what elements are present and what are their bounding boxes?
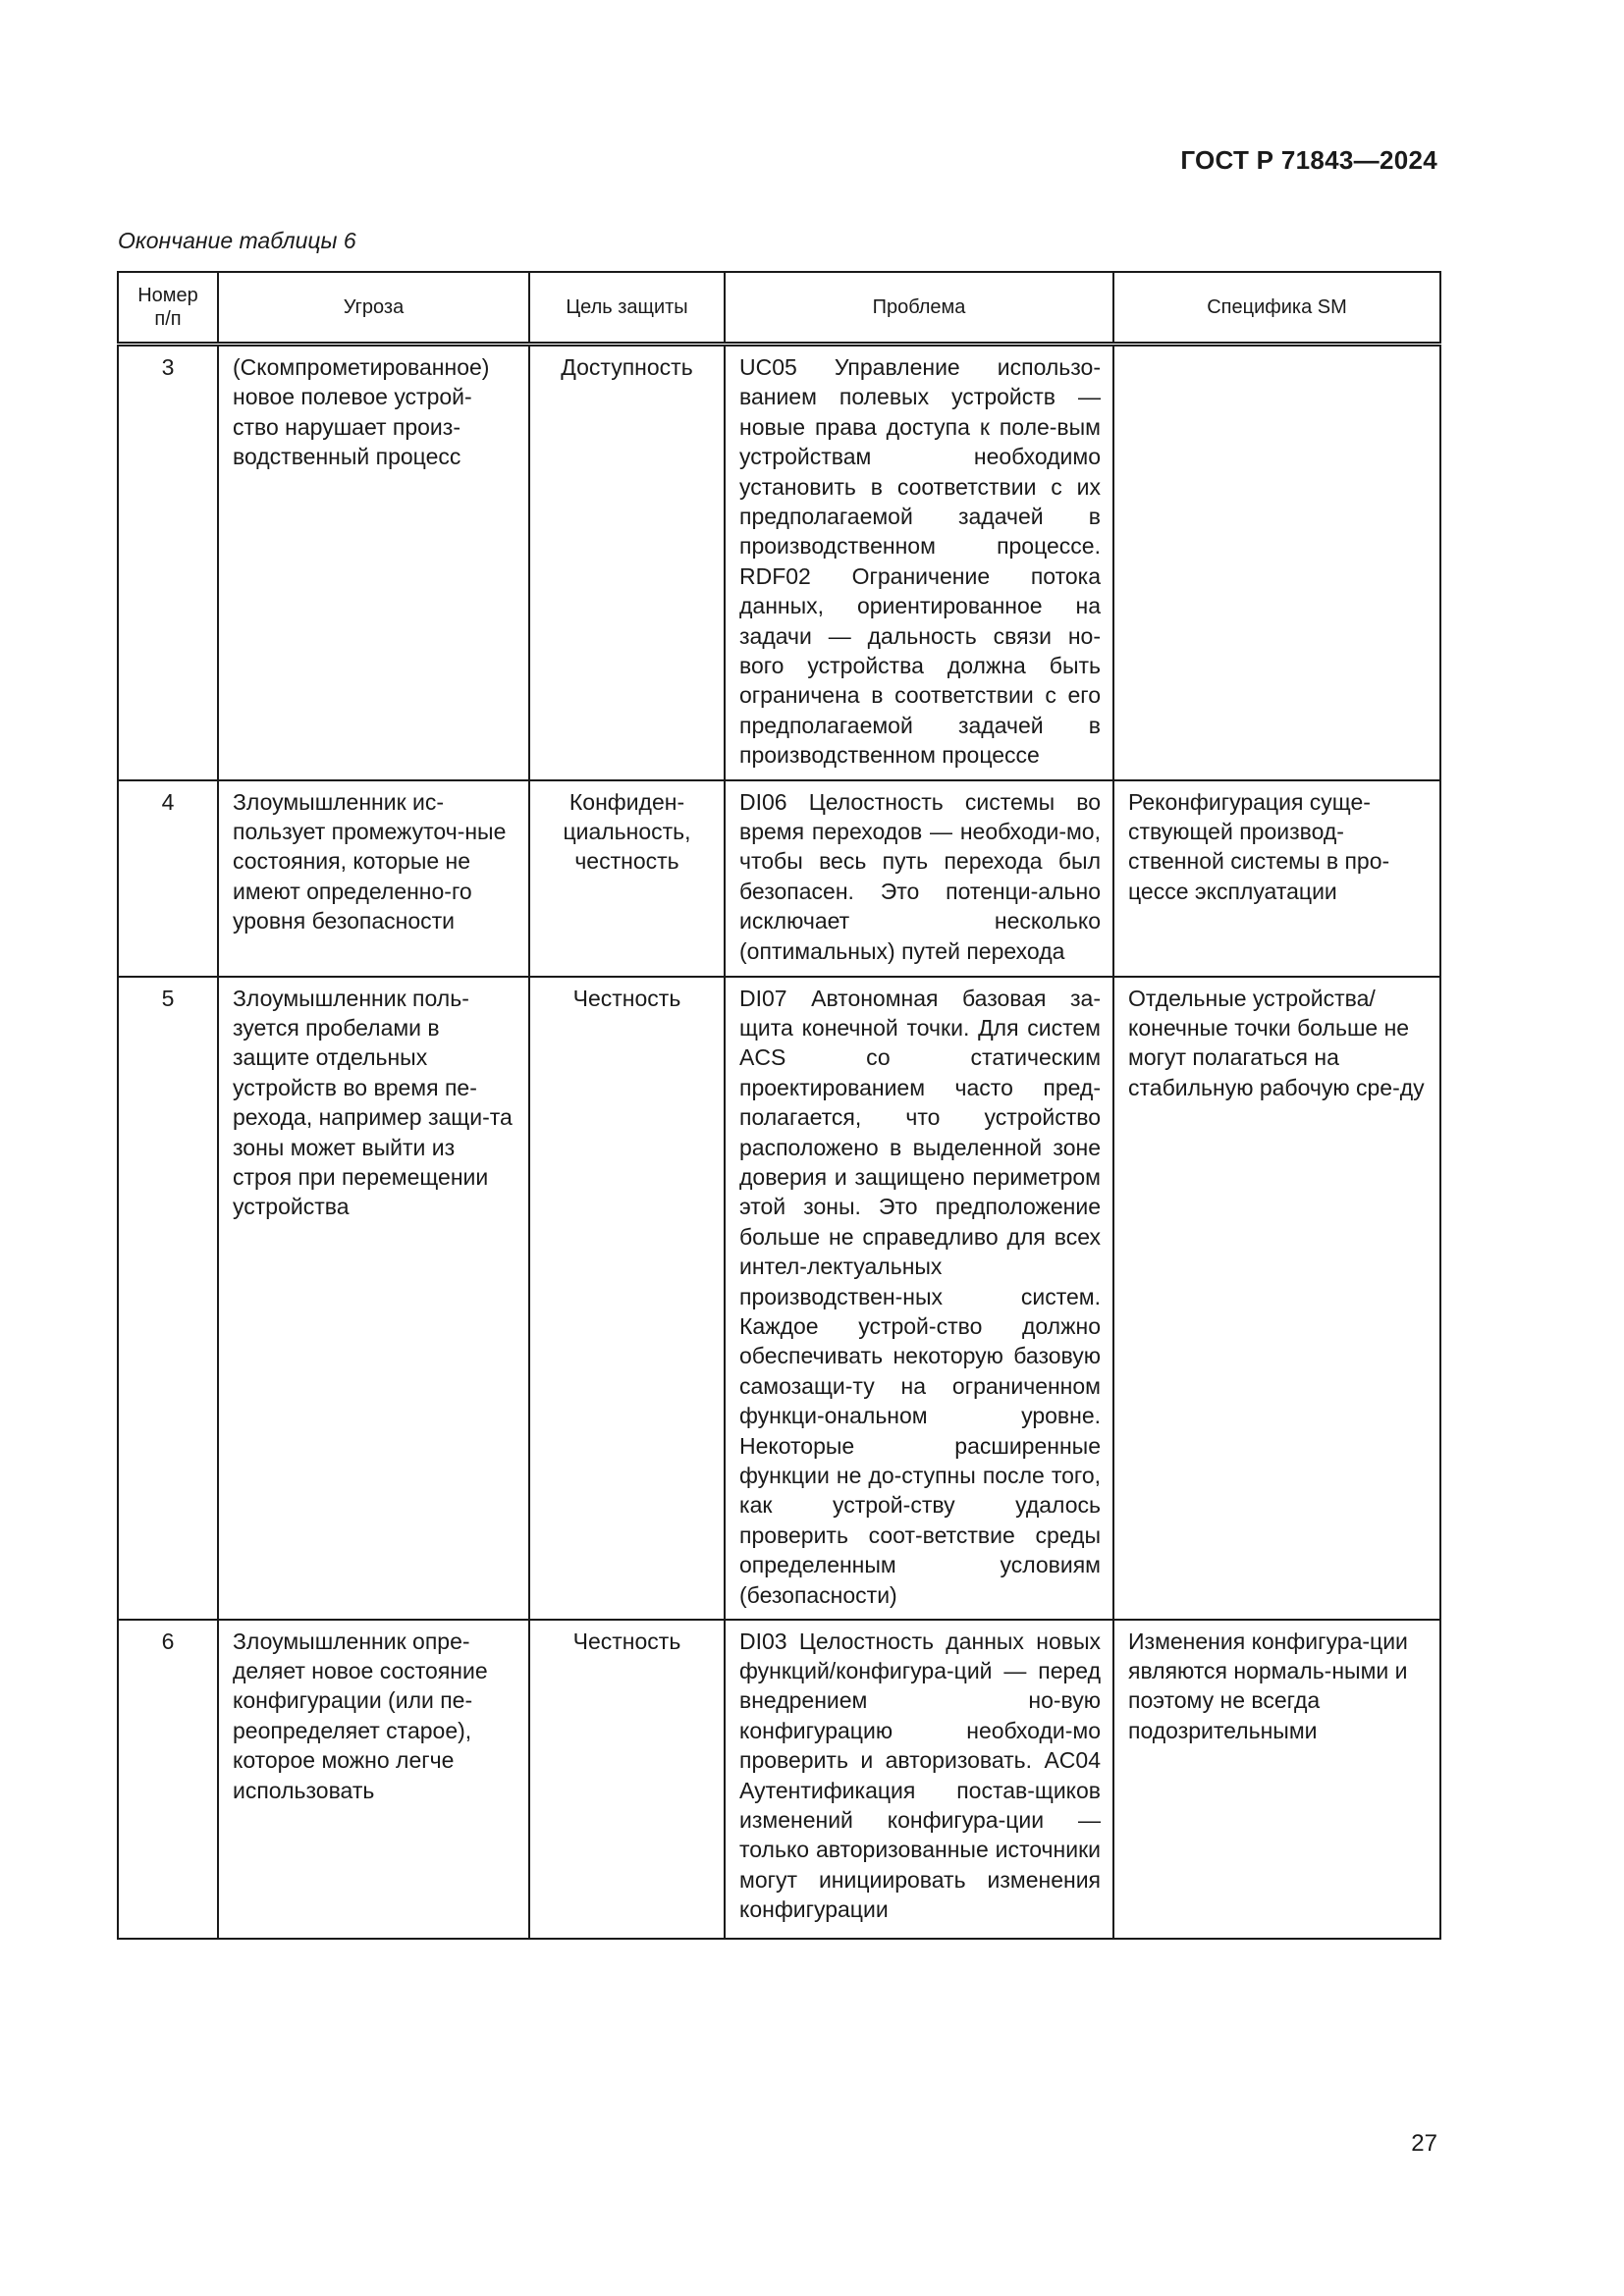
goal-text: Честность [572, 985, 681, 1011]
table-caption: Окончание таблицы 6 [118, 228, 356, 253]
page-number: 27 [1411, 2130, 1437, 2157]
threats-table [117, 271, 1441, 1940]
table-row [118, 345, 1440, 780]
row-number-cell [118, 1620, 218, 1939]
sm-cell [1113, 1620, 1440, 1939]
row-number-cell [118, 345, 218, 780]
problem-cell [725, 977, 1113, 1620]
table-row [118, 1620, 1440, 1939]
problem-text: DI03 Целостность данных новых функций/конфигура-ций — перед внедрением но-вую конфигурацию необходи-мо проверить и авторизовать. AC04 Аутентификация постав-щиков изменений конфигура-ции — только авторизованные источники могут инициировать изменения конфигурации [739, 1628, 1101, 1923]
goal-cell [529, 345, 725, 780]
header-num-label: Номер п/п [137, 285, 198, 330]
sm-text [1114, 347, 1439, 356]
table-header-row [118, 272, 1440, 345]
problem-cell [725, 780, 1113, 977]
threat-text: (Скомпрометированное) новое полевое устрой-ство нарушает произ-водственный процесс [233, 354, 490, 470]
row-number-cell [118, 780, 218, 977]
header-num [118, 272, 218, 345]
header-goal: Цель защиты [529, 272, 725, 345]
goal-text: Честность [572, 1628, 681, 1654]
threat-cell [218, 780, 529, 977]
sm-cell [1113, 780, 1440, 977]
sm-text: Отдельные устройства/ конечные точки больше не могут полагаться на стабильную рабочую сре-ду [1128, 985, 1425, 1100]
problem-cell [725, 1620, 1113, 1939]
threat-text: Злоумышленник поль-зуется пробелами в защите отдельных устройств во время пе-рехода, например защи-та зоны может выйти из строя при перемещении устройства [233, 985, 513, 1220]
goal-cell [529, 1620, 725, 1939]
goal-cell [529, 977, 725, 1620]
document-number: ГОСТ Р 71843—2024 [1180, 145, 1437, 175]
problem-text: DI07 Автономная базовая за-щита конечной точки. Для систем ACS со статическим проектированием часто пред-полагается, что устройство расположено в выделенной зоне доверия и защищено периметром этой зоны. Это предположение больше не справедливо для всех интел-лектуальных производствен-ных систем. Каждое устрой-ство должно обеспечивать некоторую базовую самозащи-ту на ограниченном функци-ональном уровне. Некоторые расширенные функции не до-ступны после того, как устрой-ству удалось проверить соот-ветствие среды определенным условиям (безопасности) [739, 985, 1101, 1608]
goal-text: Доступность [561, 354, 693, 380]
table-row [118, 780, 1440, 977]
threat-cell [218, 1620, 529, 1939]
table-row [118, 977, 1440, 1620]
row-number: 4 [161, 788, 175, 815]
threat-cell [218, 977, 529, 1620]
header-threat: Угроза [218, 272, 529, 345]
row-number: 6 [161, 1628, 175, 1654]
goal-cell [529, 780, 725, 977]
problem-cell [725, 345, 1113, 780]
row-number-cell [118, 977, 218, 1620]
row-number: 5 [161, 985, 175, 1011]
header-sm: Специфика SM [1113, 272, 1440, 345]
threat-text: Злоумышленник ис-пользует промежуточ-ные состояния, которые не имеют определенно-го уровня безопасности [233, 788, 507, 934]
sm-cell [1113, 345, 1440, 780]
header-problem: Проблема [725, 272, 1113, 345]
threat-cell [218, 345, 529, 780]
row-number: 3 [161, 354, 175, 380]
goal-text: Конфиден-циальность, честность [563, 788, 691, 875]
problem-text: UC05 Управление использо-ванием полевых устройств — новые права доступа к поле-вым устройствам необходимо установить в соответствии с их предполагаемой задачей в производственном процессе. RDF02 Ограничение потока данных, ориентированное на задачи — дальность связи но-вого устройства должна быть ограничена в соответствии с его предполагаемой задачей в производственном процессе [739, 354, 1101, 769]
sm-cell [1113, 977, 1440, 1620]
sm-text: Изменения конфигура-ции являются нормаль-ными и поэтому не всегда подозрительными [1128, 1628, 1408, 1743]
sm-text: Реконфигурация суще-ствующей производ-ственной системы в про-цессе эксплуатации [1128, 788, 1390, 904]
problem-text: DI06 Целостность системы во время переходов — необходи-мо, чтобы весь путь перехода был безопасен. Это потенци-ально исключает несколько (оптимальных) путей перехода [739, 788, 1101, 964]
threat-text: Злоумышленник опре-деляет новое состояние конфигурации (или пе-реопределяет старое), которое можно легче использовать [233, 1628, 488, 1803]
